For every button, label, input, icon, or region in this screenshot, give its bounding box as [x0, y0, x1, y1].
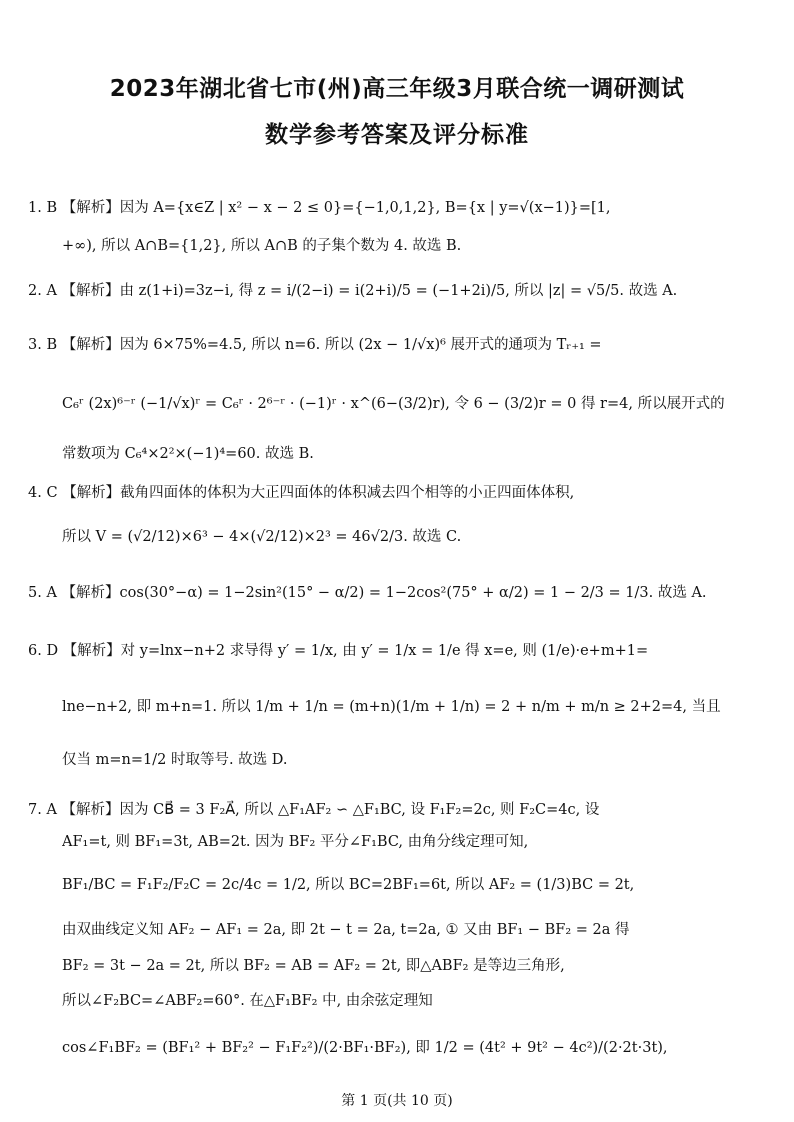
answer-3-line-2: C₆ʳ (2x)⁶⁻ʳ (−1/√x)ʳ = C₆ʳ · 2⁶⁻ʳ · (−1)ʳ · x^(6−(3/2)r), 令 6 − (3/2)r = 0 得 r=4, 所以展开式的	[62, 396, 725, 412]
answer-7-line-3: BF₁/BC = F₁F₂/F₂C = 2c/4c = 1/2, 所以 BC=2BF₁=6t, 所以 AF₂ = (1/3)BC = 2t,	[62, 877, 635, 893]
answer-1-line-2: +∞), 所以 A∩B={1,2}, 所以 A∩B 的子集个数为 4. 故选 B.	[62, 238, 462, 254]
answer-7-line-5: BF₂ = 3t − 2a = 2t, 所以 BF₂ = AB = AF₂ = 2t, 即△ABF₂ 是等边三角形,	[62, 958, 565, 974]
answer-6-line-2: lne−n+2, 即 m+n=1. 所以 1/m + 1/n = (m+n)(1/m + 1/n) = 2 + n/m + m/n ≥ 2+2=4, 当且	[62, 699, 721, 715]
answer-6-line-1: 6. D 【解析】对 y=lnx−n+2 求导得 y′ = 1/x, 由 y′ = 1/x = 1/e 得 x=e, 则 (1/e)·e+m+1=	[28, 643, 649, 659]
answer-2-line-1: 2. A 【解析】由 z(1+i)=3z−i, 得 z = i/(2−i) = i(2+i)/5 = (−1+2i)/5, 所以 |z| = √5/5. 故选 A.	[28, 283, 678, 299]
page-footer: 第 1 页(共 10 页)	[341, 1093, 453, 1109]
answer-3-line-1: 3. B 【解析】因为 6×75%=4.5, 所以 n=6. 所以 (2x − 1/√x)⁶ 展开式的通项为 Tᵣ₊₁ =	[28, 337, 602, 353]
answer-4-line-1: 4. C 【解析】截角四面体的体积为大正四面体的体积减去四个相等的小正四面体体积,	[28, 485, 575, 501]
page-subtitle: 数学参考答案及评分标准	[265, 122, 529, 148]
answer-7-line-1: 7. A 【解析】因为 CB⃗ = 3 F₂A⃗, 所以 △F₁AF₂ ∽ △F₁BC, 设 F₁F₂=2c, 则 F₂C=4c, 设	[28, 802, 600, 818]
answer-7-line-6: 所以∠F₂BC=∠ABF₂=60°. 在△F₁BF₂ 中, 由余弦定理知	[62, 993, 433, 1009]
answer-3-line-3: 常数项为 C₆⁴×2²×(−1)⁴=60. 故选 B.	[62, 446, 314, 462]
answer-7-line-4: 由双曲线定义知 AF₂ − AF₁ = 2a, 即 2t − t = 2a, t=2a, ① 又由 BF₁ − BF₂ = 2a 得	[62, 922, 630, 938]
answer-7-line-7: cos∠F₁BF₂ = (BF₁² + BF₂² − F₁F₂²)/(2·BF₁·BF₂), 即 1/2 = (4t² + 9t² − 4c²)/(2·2t·3t),	[62, 1040, 668, 1056]
answer-5-line-1: 5. A 【解析】cos(30°−α) = 1−2sin²(15° − α/2) = 1−2cos²(75° + α/2) = 1 − 2/3 = 1/3. 故选 A.	[28, 585, 707, 601]
page-title: 2023年湖北省七市(州)高三年级3月联合统一调研测试	[109, 76, 685, 102]
answer-1-line-1: 1. B 【解析】因为 A={x∈Z | x² − x − 2 ≤ 0}={−1,0,1,2}, B={x | y=√(x−1)}=[1,	[28, 200, 611, 216]
answer-6-line-3: 仅当 m=n=1/2 时取等号. 故选 D.	[62, 752, 288, 768]
answer-4-line-2: 所以 V = (√2/12)×6³ − 4×(√2/12)×2³ = 46√2/3. 故选 C.	[62, 529, 462, 545]
answer-7-line-2: AF₁=t, 则 BF₁=3t, AB=2t. 因为 BF₂ 平分∠F₁BC, 由角分线定理可知,	[62, 834, 529, 850]
